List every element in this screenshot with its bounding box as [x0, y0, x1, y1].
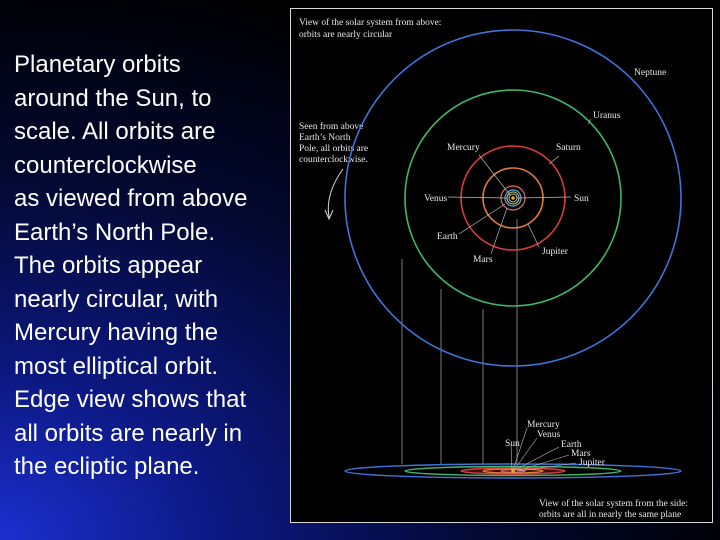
- side-venus-label: Venus: [537, 430, 561, 440]
- leader-line: [528, 224, 539, 247]
- counterclockwise-arrow: [328, 169, 343, 217]
- leader-line: [549, 156, 559, 164]
- side-note-line: Pole, all orbits are: [299, 144, 369, 154]
- saturn-label: Saturn: [556, 143, 581, 153]
- solar-system-figure: [290, 8, 713, 523]
- body-line: Edge view shows that: [14, 386, 247, 413]
- body-line: Planetary orbits: [14, 51, 181, 78]
- mars-label: Mars: [473, 255, 493, 265]
- body-line: counterclockwise: [14, 151, 197, 179]
- body-line: all orbits are nearly in: [14, 419, 243, 447]
- top-caption-line: orbits are nearly circular: [299, 30, 393, 40]
- venus-label: Venus: [424, 194, 448, 204]
- solar-system-diagram: [291, 9, 714, 524]
- side-note-line: counterclockwise.: [299, 155, 368, 165]
- body-line: the ecliptic plane.: [14, 453, 200, 480]
- body-line: scale. All orbits are: [14, 118, 216, 145]
- body-line: as viewed from above: [14, 185, 248, 212]
- body-line: nearly circular, with: [14, 285, 219, 313]
- sun-marker: [511, 196, 515, 200]
- body-line: around the Sun, to: [14, 84, 212, 112]
- bottom-caption-line: orbits are all in nearly the same plane: [539, 510, 682, 520]
- top-caption-line: View of the solar system from above:: [299, 18, 442, 28]
- side-sun-label: Sun: [505, 439, 520, 449]
- bottom-caption-line: View of the solar system from the side:: [539, 499, 689, 509]
- earth-label: Earth: [437, 232, 458, 242]
- leader-line: [491, 208, 507, 254]
- neptune-label: Neptune: [634, 68, 667, 78]
- body-line: most elliptical orbit.: [14, 352, 219, 380]
- slide-body-text: [14, 48, 294, 484]
- mercury-label: Mercury: [447, 143, 480, 153]
- jupiter-label: Jupiter: [542, 247, 568, 257]
- body-line: The orbits appear: [14, 252, 203, 279]
- uranus-label: Uranus: [593, 111, 621, 121]
- sun-label: Sun: [574, 194, 589, 204]
- side-earth-label: Earth: [561, 440, 582, 450]
- body-line: Mercury having the: [14, 319, 219, 346]
- side-mars-label: Mars: [571, 449, 591, 459]
- side-mercury-label: Mercury: [527, 420, 560, 430]
- leader-line: [448, 197, 507, 198]
- side-jupiter-label: Jupiter: [579, 458, 605, 468]
- side-note-line: Seen from above: [299, 122, 364, 132]
- body-line: Earth’s North Pole.: [14, 218, 215, 246]
- side-note-line: Earth’s North: [299, 133, 351, 143]
